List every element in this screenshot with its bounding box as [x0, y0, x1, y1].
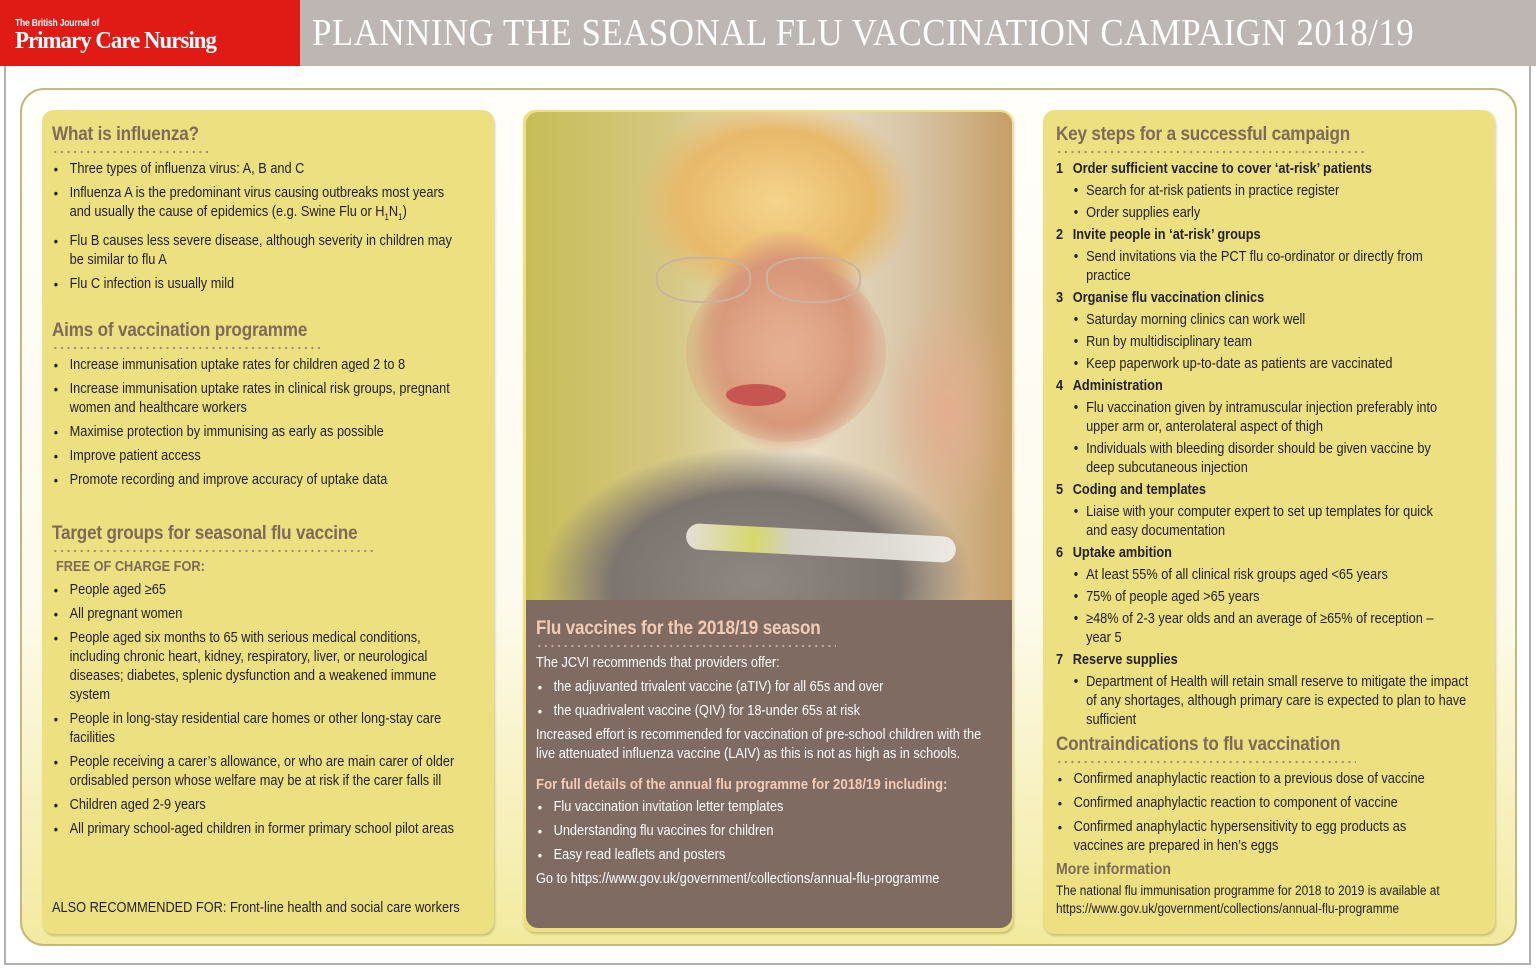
list-item: • Saturday morning clinics can work well	[1072, 311, 1454, 330]
list-item: • Flu C infection is usually mild	[52, 275, 468, 294]
list-item: • People aged six months to 65 with serious medical conditions, including chronic heart, kidney, respiratory, liver, or neurological diseases; diabetes, splenic dysfunction and a weakened immune system	[52, 629, 468, 705]
mouth-shape	[726, 384, 786, 406]
more-information-heading: More information	[1056, 861, 1171, 878]
list-item: • Children aged 2-9 years	[52, 796, 468, 815]
laiv-note: Increased effort is recommended for vaccination of pre-school children with the live attenuated influenza vaccine (LAIV) as this is not as high as in schools.	[536, 727, 982, 762]
dotted-divider	[1056, 760, 1356, 764]
list-item: • the adjuvanted trivalent vaccine (aTIV) for all 65s and over	[536, 678, 964, 697]
section-heading: Aims of vaccination programme	[52, 320, 308, 341]
list-item: • Keep paperwork up-to-date as patients are vaccinated	[1072, 355, 1454, 374]
section-heading-contraindications: Contraindications to flu vaccination	[1056, 734, 1341, 755]
dotted-divider	[52, 549, 374, 553]
details-heading: For full details of the annual flu programme for 2018/19 including:	[536, 776, 948, 793]
list-item: • Influenza A is the predominant virus causing outbreaks most years and usually the cause of epidemics (e.g. Swine Flu or $H_1N_1$)	[52, 184, 468, 227]
list-item: • At least 55% of all clinical risk groups aged <65 years	[1072, 566, 1454, 585]
title-bar	[300, 0, 1536, 66]
list-item: • Confirmed anaphylactic hypersensitivity to egg products as vaccines are prepared in hen’s eggs	[1056, 818, 1454, 856]
section-heading: Target groups for seasonal flu vaccine	[52, 523, 358, 544]
list-item: • Flu vaccination given by intramuscular injection preferably into upper arm or, anterolateral aspect of thigh	[1072, 399, 1454, 437]
step-5: 5 Coding and templates	[1056, 482, 1207, 498]
free-of-charge-label: FREE OF CHARGE FOR:	[56, 559, 205, 575]
list-item: • Liaise with your computer expert to set up templates for quick and easy documentation	[1072, 503, 1454, 541]
section-heading: What is influenza?	[52, 124, 199, 145]
step-7: 7 Reserve supplies	[1056, 652, 1178, 668]
list-item: • Confirmed anaphylactic reaction to component of vaccine	[1056, 794, 1454, 813]
list-item: • Understanding flu vaccines for children	[536, 822, 964, 841]
section-key-steps	[1056, 124, 1516, 918]
list-item: • Improve patient access	[52, 447, 468, 466]
list-item: • People receiving a carer’s allowance, or who are main carer of older ordisabled person whose welfare may be at risk if the carer falls ill	[52, 753, 468, 791]
glasses-shape	[656, 257, 866, 307]
more-information-text: The national flu immunisation programme for 2018 to 2019 is available at	[1056, 883, 1440, 898]
list-item: • Send invitations via the PCT flu co-ordinator or directly from practice	[1072, 248, 1454, 286]
dotted-divider	[52, 346, 320, 350]
list-item: • Confirmed anaphylactic reaction to a previous dose of vaccine	[1056, 770, 1454, 789]
list-item: • the quadrivalent vaccine (QIV) for 18-under 65s at risk	[536, 702, 964, 721]
section-heading: Key steps for a successful campaign	[1056, 124, 1351, 145]
photo-woman-with-thermometer	[526, 112, 1012, 600]
list-item: • Flu vaccination invitation letter templates	[536, 798, 964, 817]
page-header	[0, 0, 1536, 66]
list-item: • Individuals with bleeding disorder should be given vaccine by deep subcutaneous injection	[1072, 440, 1454, 478]
section-aims	[52, 320, 522, 495]
list-item: • Department of Health will retain small reserve to mitigate the impact of any shortages, although primary care is expected to plan to have sufficient	[1072, 673, 1470, 730]
list-item: • 75% of people aged >65 years	[1072, 588, 1454, 607]
section-target-groups	[52, 523, 522, 844]
list-item: • Increase immunisation uptake rates in clinical risk groups, pregnant women and healthcare workers	[52, 380, 468, 418]
section-what-is-influenza	[52, 124, 522, 299]
list-item: • Promote recording and improve accuracy of uptake data	[52, 471, 468, 490]
dotted-divider	[536, 644, 836, 648]
jcvi-intro: The JCVI recommends that providers offer:	[536, 655, 780, 671]
flu-vaccines-box	[526, 600, 1012, 928]
journal-logo	[0, 0, 300, 66]
dotted-divider	[1056, 150, 1366, 154]
step-4: 4 Administration	[1056, 378, 1163, 394]
list-item: • Increase immunisation uptake rates for children aged 2 to 8	[52, 356, 468, 375]
list-item: • All pregnant women	[52, 605, 468, 624]
list-item: • Easy read leaflets and posters	[536, 846, 964, 865]
also-recommended-note: ALSO RECOMMENDED FOR: Front-line health and social care workers	[52, 900, 460, 916]
more-information-link[interactable]: https://www.gov.uk/government/collections/annual-flu-programme	[1056, 901, 1400, 916]
dotted-divider	[52, 150, 210, 154]
section-heading: Flu vaccines for the 2018/19 season	[536, 618, 821, 639]
journal-logo-small: The British Journal of	[15, 18, 100, 29]
list-item: • People in long-stay residential care homes or other long-stay care facilities	[52, 710, 468, 748]
step-6: 6 Uptake ambition	[1056, 545, 1172, 561]
list-item: • Flu B causes less severe disease, although severity in children may be similar to flu A	[52, 232, 468, 270]
step-1: 1 Order sufficient vaccine to cover ‘at-risk’ patients	[1056, 161, 1372, 177]
list-item: • All primary school-aged children in former primary school pilot areas	[52, 820, 468, 839]
journal-logo-name: Primary Care Nursing	[15, 28, 216, 54]
page-title: PLANNING THE SEASONAL FLU VACCINATION CAMPAIGN 2018/19	[312, 12, 1415, 54]
list-item: • Maximise protection by immunising as early as possible	[52, 423, 468, 442]
step-2: 2 Invite people in ‘at-risk’ groups	[1056, 227, 1261, 243]
thermometer-icon	[686, 523, 957, 563]
list-item: • ≥48% of 2-3 year olds and an average of ≥65% of reception – year 5	[1072, 610, 1454, 648]
list-item: • Run by multidisciplinary team	[1072, 333, 1454, 352]
step-3: 3 Organise flu vaccination clinics	[1056, 290, 1265, 306]
list-item: • Order supplies early	[1072, 204, 1454, 223]
goto-link[interactable]: Go to https://www.gov.uk/government/collections/annual-flu-programme	[536, 871, 940, 887]
list-item: • Search for at-risk patients in practice register	[1072, 182, 1454, 201]
list-item: • People aged ≥65	[52, 581, 468, 600]
list-item: • Three types of influenza virus: A, B and C	[52, 160, 468, 179]
